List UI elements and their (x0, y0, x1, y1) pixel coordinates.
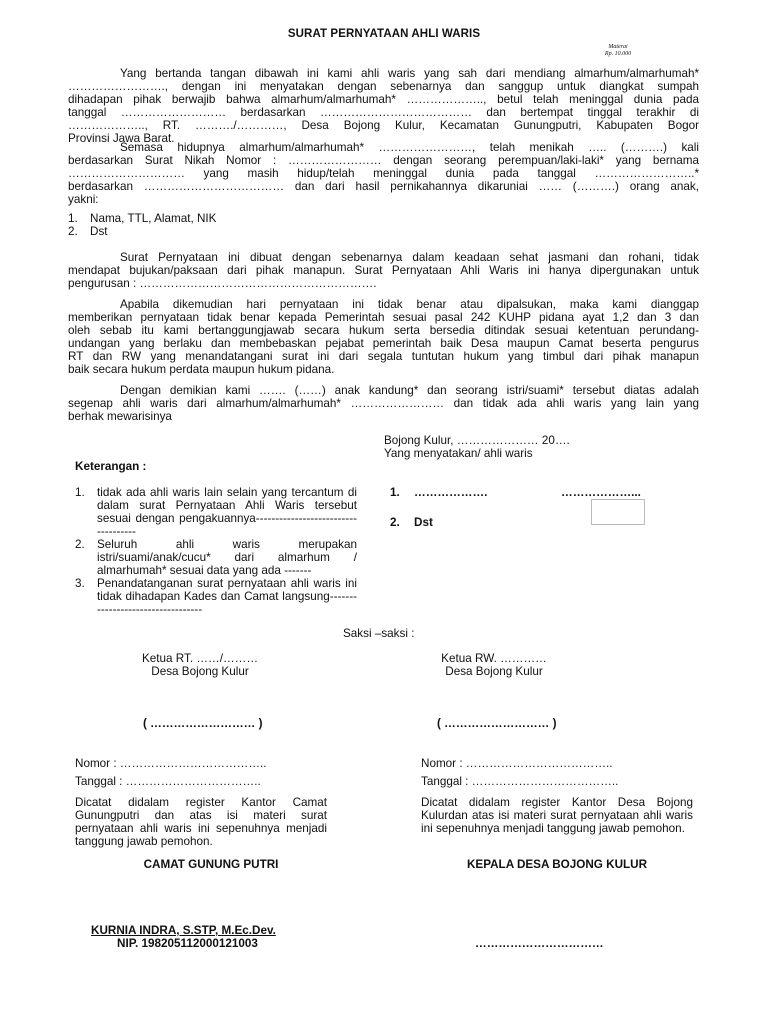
text-line: berdasarkan Surat Nikah Nomor : …………………… dengan seorang perempuan/laki-laki* yang bernama (68, 154, 699, 167)
right-tanggal: Tanggal : ……………………………….. (421, 775, 619, 788)
left-tanggal: Tanggal : …………………………….. (75, 775, 261, 788)
text-line: ……………………., dengan ini menyatakan dengan sebenarnya dan sanggup untuk diangkat sumpah (68, 80, 699, 93)
heirs-list (68, 212, 216, 238)
rw-title: Ketua RW. ………… (441, 652, 547, 665)
kades-name-blank: …………………………… (475, 937, 604, 950)
camat-nip: NIP. 198205112000121003 (117, 937, 258, 950)
list-item: 2. Seluruh ahli waris merupakan istri/suami/anak/cucu* dari almarhum / almarhumah* sesuai data yang ada ------- (75, 538, 357, 577)
text-line: baik secara hukum perdata maupun hukum pidana. (68, 363, 335, 376)
keterangan-heading: Keterangan : (75, 460, 147, 473)
list-item: 1. Nama, TTL, Alamat, NIK (68, 212, 217, 225)
rt-title: Ketua RT. ……/……… (141, 652, 259, 665)
rt-signature-blank: ( ……………………… ) (143, 717, 263, 730)
materai-stamp-note (598, 44, 638, 58)
right-nomor: Nomor : ……………………………….. (421, 757, 613, 770)
text-line: berdasarkan ……………………………… dan dari hasil pernikahannya dikaruniai …… (……….) orang anak, (68, 180, 699, 193)
list-item: 1. tidak ada ahli waris lain selain yang tercantum di dalam surat Pernyataan Ahli Waris tersebut sesuai dengan pengakuannya------------------------------------ (75, 486, 357, 538)
notes-list (75, 486, 357, 616)
text-line: Dengan demikian kami ……. (……) anak kandung* dan seorang istri/suami* tersebut diatas adalah (120, 384, 699, 397)
camat-official-title: CAMAT GUNUNG PUTRI (143, 858, 279, 871)
text-line: yakni: (68, 193, 99, 206)
paragraph-liability (68, 298, 699, 376)
rt-desa: Desa Bojong Kulur (151, 665, 249, 678)
paragraph-heir-statement (68, 67, 699, 145)
left-nomor: Nomor : ……………………………….. (75, 757, 267, 770)
document-title: SURAT PERNYATAAN AHLI WARIS (287, 28, 481, 40)
rw-desa: Desa Bojong Kulur (445, 665, 543, 678)
text-line: Yang bertanda tangan dibawah ini kami ahli waris yang sah dari mendiang almarhum/almarhumah* (120, 67, 699, 80)
materai-label: Materai (608, 44, 628, 50)
camat-name: KURNIA INDRA, S.STP, M.Ec.Dev. (91, 924, 276, 937)
signer-name-blank: ………………. (414, 486, 488, 499)
place-date: Bojong Kulur, ………………… 20…. (384, 434, 570, 447)
left-register-text: Dicatat didalam register Kantor Camat Gunungputri dan atas isi materi surat pernyataan ahli waris ini sepenuhnya menjadi tanggung jawab pemohon. (75, 796, 327, 848)
text-line: mendapat bujukan/paksaan dari pihak manapun. Surat Pernyataan Ahli Waris ini hanya dipergunakan untuk (68, 264, 699, 277)
text-line: Provinsi Jawa Barat. (68, 132, 175, 145)
witnesses-heading: Saksi –saksi : (343, 627, 415, 640)
text-line: berhak mewarisinya (68, 410, 172, 423)
signer-signature-blank: ………………... (561, 486, 641, 499)
kades-official-title: KEPALA DESA BOJONG KULUR (466, 858, 648, 871)
signature-box (591, 499, 645, 525)
signer-number: 2. (390, 516, 400, 529)
text-line: segenap ahli waris dari almarhum/almarhumah* …………………… dan tidak ada ahli waris yang lain yang (68, 397, 699, 410)
text-line: undangan yang berlaku dan membebaskan pejabat pemerintah baik Desa maupun Camat beserta pengurus (68, 337, 699, 350)
text-line: RT dan RW yang menandatangani surat ini dari segala tuntutan hukum yang timbul dari pihak manapun (68, 350, 699, 363)
text-line: Surat Pernyataan ini dibuat dengan sebenarnya dalam keadaan sehat jasmani dan rohani, tidak (120, 251, 699, 264)
paragraph-sincerity (68, 251, 699, 290)
text-line: Apabila dikemudian hari pernyataan ini tidak benar atau dipalsukan, maka kami dianggap (120, 298, 699, 311)
list-item: 3. Penandatanganan surat pernyataan ahli waris ini tidak dihadapan Kades dan Camat langsung---------------------------------- (75, 577, 357, 616)
materai-value: Rp. 10.000 (604, 51, 632, 57)
text-line: memberikan pernyataan tidak benar kepada Pemerintah sesuai pasal 242 KUHP pidana ayat 1,2 dan 3 dan (68, 311, 699, 324)
rw-signature-blank: ( ……………………… ) (437, 717, 557, 730)
declarer-label: Yang menyatakan/ ahli waris (384, 447, 533, 460)
paragraph-closing (68, 384, 699, 423)
list-item: 2. Dst (68, 225, 108, 238)
signer-number: 1. (390, 486, 400, 499)
text-line: dihadapan pihak berwajib bahwa almarhum/almarhumah* ……………….., betul telah meninggal dunia pada (68, 93, 699, 106)
paragraph-marriage (68, 141, 699, 206)
text-line: oleh sebab itu kami bertanggungjawab secara hukum serta bersedia ditindak sesuai ketentuan perundang- (68, 324, 699, 337)
text-line: pengurusan : ……………………………………………………. (68, 277, 377, 290)
signer-name-dst: Dst (414, 516, 433, 529)
text-line: Semasa hidupnya almarhum/almarhumah* ……………………, telah menikah ….. (……….) kali (120, 141, 699, 154)
text-line: ……………….., RT. ………./…………, Desa Bojong Kulur, Kecamatan Gunungputri, Kabupaten Bogor (68, 119, 699, 132)
text-line: ………………………… yang masih hidup/telah meninggal dunia pada tanggal ……………………..* (68, 167, 699, 180)
right-register-text: Dicatat didalam register Kantor Desa Bojong Kulurdan atas isi materi surat pernyataan ahli waris ini sepenuhnya menjadi tanggung jawab pemohon. (421, 796, 693, 835)
text-line: tanggal ……………………… berdasarkan ………………………………… dan bertempat tinggal terakhir di (68, 106, 699, 119)
